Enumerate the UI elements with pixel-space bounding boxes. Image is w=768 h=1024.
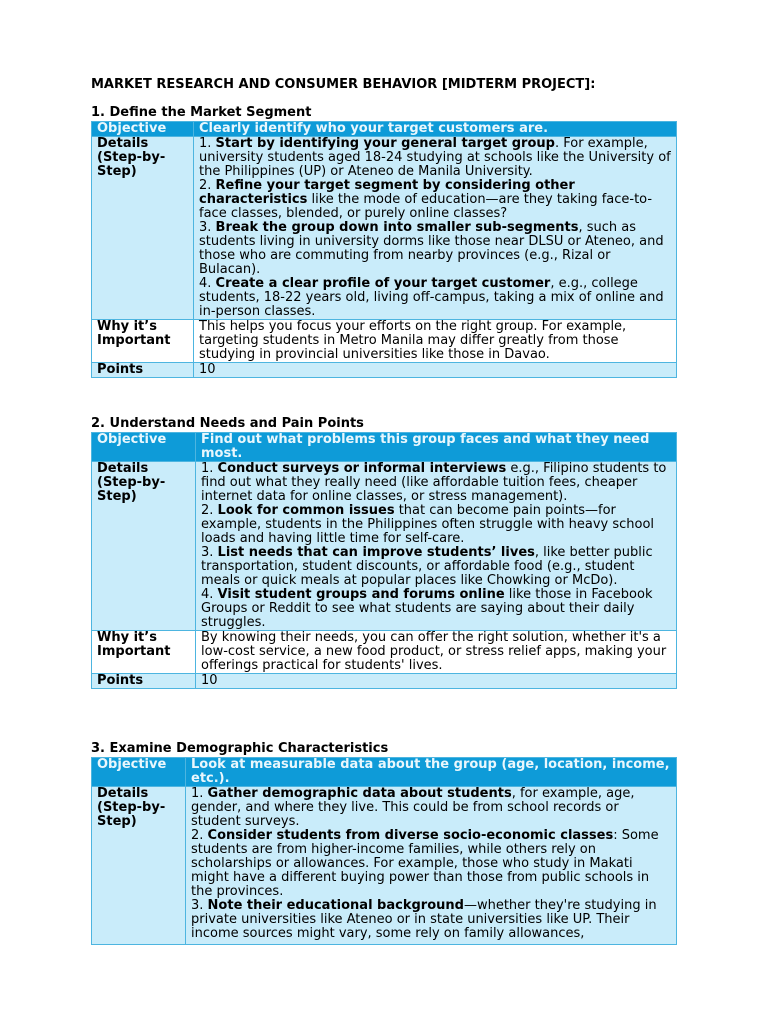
detail-step: 4. Create a clear profile of your target customer, e.g., college students, 18-22 years old, living off-campus, taking a mix of online and in-person classes. — [199, 276, 664, 319]
points-value: 10 — [194, 363, 677, 378]
detail-step: 3. Break the group down into smaller sub-segments, such as students living in university dorms like those near DLSU or Ateneo, and those who are commuting from nearby provinces (e.g., Rizal or Bulacan). — [199, 220, 664, 277]
objective-text: Find out what problems this group faces and what they need most. — [196, 433, 677, 462]
details-row — [92, 137, 677, 320]
section-1-table — [91, 121, 677, 378]
detail-step: 2. Refine your target segment by considering other characteristics like the mode of education—are they taking face-to-face classes, blended, or purely online classes? — [199, 178, 653, 221]
details-text — [194, 137, 677, 320]
why-row — [92, 631, 677, 674]
points-row — [92, 674, 677, 689]
detail-step: 4. Visit student groups and forums online like those in Facebook Groups or Reddit to see what students are saying about their daily struggles. — [201, 587, 653, 630]
objective-text: Look at measurable data about the group (age, location, income, etc.). — [186, 758, 677, 787]
objective-label: Objective — [92, 122, 194, 137]
details-row — [92, 462, 677, 631]
objective-row — [92, 758, 677, 787]
why-row — [92, 320, 677, 363]
points-label: Points — [92, 674, 196, 689]
details-label: Details (Step-by-Step) — [92, 137, 194, 320]
detail-step: 1. Conduct surveys or informal interviews e.g., Filipino students to find out what they really need (like affordable tuition fees, cheaper internet data for online classes, or stress management). — [201, 461, 667, 504]
details-text — [196, 462, 677, 631]
objective-row — [92, 433, 677, 462]
details-row — [92, 787, 677, 945]
section-3-title: 3. Examine Demographic Characteristics — [91, 741, 389, 756]
why-text: This helps you focus your efforts on the right group. For example, targeting students in Metro Manila may differ greatly from those studying in provincial universities like those in Davao. — [194, 320, 677, 363]
why-text: By knowing their needs, you can offer the right solution, whether it's a low-cost service, a new food product, or stress relief apps, making your offerings practical for students' lives. — [196, 631, 677, 674]
points-row — [92, 363, 677, 378]
why-label: Why it’s Important — [92, 320, 194, 363]
document-title: MARKET RESEARCH AND CONSUMER BEHAVIOR [MIDTERM PROJECT]: — [91, 77, 596, 92]
details-text — [186, 787, 677, 945]
detail-step: 1. Gather demographic data about students, for example, age, gender, and where they live. This could be from school records or student surveys. — [191, 787, 635, 829]
section-1-title: 1. Define the Market Segment — [91, 105, 312, 120]
detail-step: 2. Look for common issues that can become pain points—for example, students in the Philippines often struggle with heavy school loads and having little time for self-care. — [201, 503, 655, 546]
section-2-table — [91, 432, 677, 689]
section-2-title: 2. Understand Needs and Pain Points — [91, 416, 364, 431]
detail-step: 2. Consider students from diverse socio-economic classes: Some students are from higher-income families, while others rely on scholarships or allowances. For example, those who study in Makati might have a different buying power than those from public schools in the provinces. — [191, 828, 659, 899]
points-label: Points — [92, 363, 194, 378]
detail-step: 3. Note their educational background—whether they're studying in private universities like Ateneo or in state universities like UP. Their income sources might vary, some rely on family allowances, — [191, 898, 657, 941]
detail-step: 1. Start by identifying your general target group. For example, university students aged 18-24 studying at schools like the University of the Philippines (UP) or Ateneo de Manila University. — [199, 136, 671, 179]
objective-row — [92, 122, 677, 137]
details-label: Details (Step-by-Step) — [92, 462, 196, 631]
points-value: 10 — [196, 674, 677, 689]
objective-label: Objective — [92, 433, 196, 462]
objective-label: Objective — [92, 758, 186, 787]
section-3-table — [91, 757, 677, 945]
detail-step: 3. List needs that can improve students’ lives, like better public transportation, student discounts, or affordable food (e.g., student meals or quick meals at popular places like Chowking or McDo). — [201, 545, 653, 588]
details-label: Details (Step-by-Step) — [92, 787, 186, 945]
why-label: Why it’s Important — [92, 631, 196, 674]
objective-text: Clearly identify who your target customers are. — [194, 122, 677, 137]
